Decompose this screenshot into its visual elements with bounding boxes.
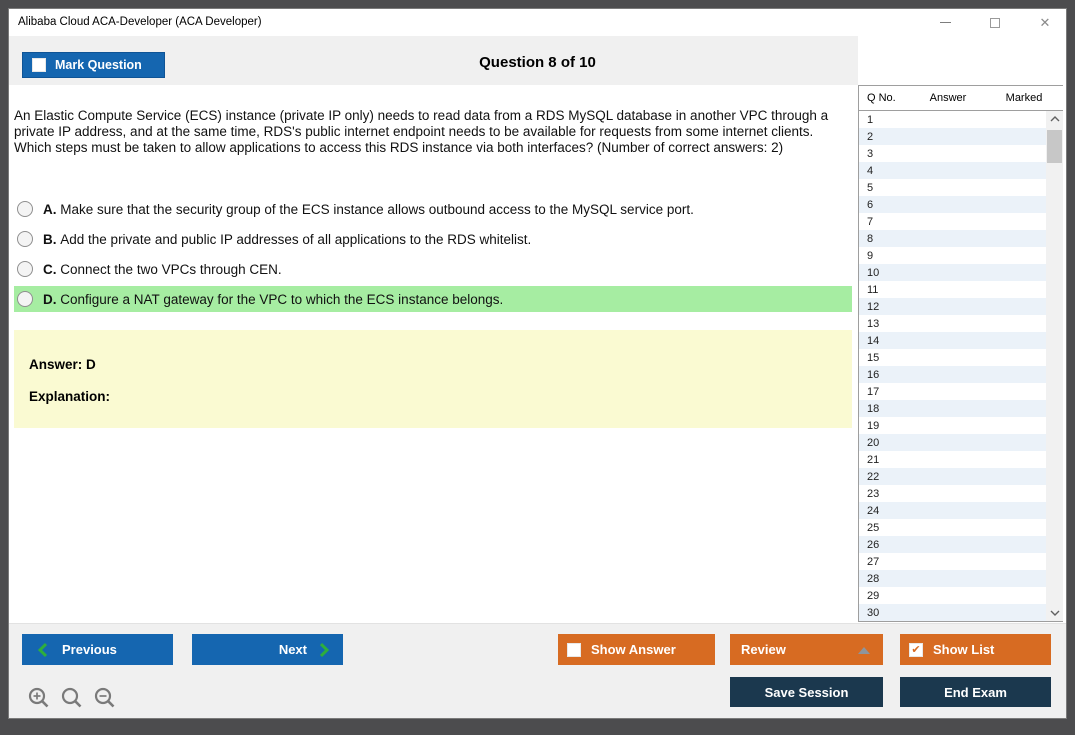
question-list-row[interactable] bbox=[859, 366, 1046, 383]
option-text: B. Add the private and public IP addresses of all applications to the RDS whitelist. bbox=[43, 231, 532, 247]
option-text: D. Configure a NAT gateway for the VPC to which the ECS instance belongs. bbox=[43, 291, 504, 307]
answer-label: Answer: D bbox=[29, 357, 96, 372]
triangle-up-icon bbox=[858, 647, 870, 654]
row-qno: 6 bbox=[867, 198, 874, 211]
show-list-label: Show List bbox=[933, 642, 995, 657]
option-text: C. Connect the two VPCs through CEN. bbox=[43, 261, 282, 277]
question-list-row[interactable] bbox=[859, 332, 1046, 349]
options-list bbox=[14, 196, 852, 316]
option-a[interactable] bbox=[14, 196, 852, 222]
save-session-button[interactable] bbox=[730, 677, 883, 707]
question-list-row[interactable] bbox=[859, 213, 1046, 230]
review-button[interactable] bbox=[730, 634, 883, 665]
title-bar[interactable] bbox=[9, 9, 1066, 36]
row-qno: 2 bbox=[867, 130, 874, 143]
question-list-header bbox=[859, 86, 1063, 111]
column-qno: Q No. bbox=[867, 92, 896, 104]
row-qno: 10 bbox=[867, 266, 880, 279]
row-qno: 22 bbox=[867, 470, 880, 483]
row-qno: 18 bbox=[867, 402, 880, 415]
row-qno: 14 bbox=[867, 334, 880, 347]
scroll-up-icon[interactable] bbox=[1046, 111, 1063, 127]
row-qno: 9 bbox=[867, 249, 874, 262]
scroll-down-icon[interactable] bbox=[1046, 605, 1063, 621]
question-list-row[interactable] bbox=[859, 145, 1046, 162]
scrollbar-thumb[interactable] bbox=[1047, 130, 1062, 163]
question-list-row[interactable] bbox=[859, 502, 1046, 519]
mark-question-label: Mark Question bbox=[55, 58, 142, 72]
question-list-row[interactable] bbox=[859, 247, 1046, 264]
zoom-in-icon[interactable] bbox=[27, 686, 51, 710]
end-exam-button[interactable] bbox=[900, 677, 1051, 707]
row-qno: 27 bbox=[867, 555, 880, 568]
row-qno: 3 bbox=[867, 147, 874, 160]
row-qno: 7 bbox=[867, 215, 874, 228]
row-qno: 1 bbox=[867, 113, 874, 126]
answer-box bbox=[14, 330, 852, 428]
column-answer: Answer bbox=[929, 92, 967, 104]
row-qno: 24 bbox=[867, 504, 880, 517]
question-list-row[interactable] bbox=[859, 281, 1046, 298]
question-list-row[interactable] bbox=[859, 162, 1046, 179]
question-counter: Question 8 of 10 bbox=[479, 54, 596, 71]
option-c[interactable] bbox=[14, 256, 852, 282]
row-qno: 16 bbox=[867, 368, 880, 381]
radio-icon[interactable] bbox=[17, 231, 33, 247]
previous-label: Previous bbox=[62, 642, 117, 657]
option-d[interactable] bbox=[14, 286, 852, 312]
maximize-button[interactable] bbox=[984, 13, 1006, 33]
chevron-right-icon bbox=[320, 642, 329, 658]
mark-question-checkbox[interactable] bbox=[32, 58, 46, 72]
question-list-row[interactable] bbox=[859, 315, 1046, 332]
question-list-row[interactable] bbox=[859, 111, 1046, 128]
row-qno: 19 bbox=[867, 419, 880, 432]
option-text: A. Make sure that the security group of the ECS instance allows outbound access to the MySQL service port. bbox=[43, 201, 694, 217]
close-button[interactable] bbox=[1034, 13, 1056, 33]
question-list-row[interactable] bbox=[859, 451, 1046, 468]
window-title: Alibaba Cloud ACA-Developer (ACA Developer) bbox=[18, 16, 262, 28]
bottom-bar bbox=[9, 623, 1066, 718]
row-qno: 28 bbox=[867, 572, 880, 585]
question-list-row[interactable] bbox=[859, 128, 1046, 145]
question-list-row[interactable] bbox=[859, 196, 1046, 213]
previous-button[interactable] bbox=[22, 634, 173, 665]
row-qno: 25 bbox=[867, 521, 880, 534]
question-list-row[interactable] bbox=[859, 553, 1046, 570]
save-session-label: Save Session bbox=[764, 684, 849, 700]
show-list-button[interactable] bbox=[900, 634, 1051, 665]
maximize-icon bbox=[990, 18, 1000, 28]
question-list-row[interactable] bbox=[859, 230, 1046, 247]
next-button[interactable] bbox=[192, 634, 343, 665]
row-qno: 5 bbox=[867, 181, 874, 194]
question-list-row[interactable] bbox=[859, 298, 1046, 315]
row-qno: 21 bbox=[867, 453, 880, 466]
row-qno: 29 bbox=[867, 589, 880, 602]
next-label: Next bbox=[278, 642, 307, 657]
row-qno: 12 bbox=[867, 300, 880, 313]
option-b[interactable] bbox=[14, 226, 852, 252]
zoom-out-icon[interactable] bbox=[93, 686, 117, 710]
review-label: Review bbox=[741, 642, 786, 657]
minimize-button[interactable] bbox=[934, 13, 956, 33]
mark-question-button[interactable] bbox=[22, 52, 165, 78]
question-list-row[interactable] bbox=[859, 383, 1046, 400]
question-list-row[interactable] bbox=[859, 264, 1046, 281]
scrollbar[interactable] bbox=[1046, 111, 1063, 621]
question-list-row[interactable] bbox=[859, 587, 1046, 604]
row-qno: 13 bbox=[867, 317, 880, 330]
row-qno: 4 bbox=[867, 164, 874, 177]
close-icon: ✕ bbox=[1039, 15, 1051, 30]
question-list-row[interactable] bbox=[859, 570, 1046, 587]
zoom-reset-icon[interactable] bbox=[60, 686, 84, 710]
row-qno: 11 bbox=[867, 283, 879, 296]
show-answer-checkbox[interactable] bbox=[567, 643, 581, 657]
question-list-panel bbox=[858, 85, 1063, 622]
question-text: An Elastic Compute Service (ECS) instance (private IP only) needs to read data from a RDS MySQL database in another VPC through a private IP address, and at the same time, RDS's public internet endpoint needs to be available for requests from some internet clients. Which steps must be taken to allow applications to access this RDS instance via both interfaces? (Number of correct answers: 2) bbox=[14, 108, 829, 156]
minimize-icon bbox=[940, 22, 951, 23]
radio-icon[interactable] bbox=[17, 291, 33, 307]
question-list-row[interactable] bbox=[859, 179, 1046, 196]
question-list bbox=[859, 111, 1046, 621]
question-list-row[interactable] bbox=[859, 349, 1046, 366]
row-qno: 8 bbox=[867, 232, 874, 245]
row-qno: 15 bbox=[867, 351, 880, 364]
row-qno: 17 bbox=[867, 385, 880, 398]
show-answer-label: Show Answer bbox=[591, 642, 676, 657]
question-list-row[interactable] bbox=[859, 400, 1046, 417]
question-list-row[interactable] bbox=[859, 536, 1046, 553]
question-list-row[interactable] bbox=[859, 468, 1046, 485]
question-list-row[interactable] bbox=[859, 417, 1046, 434]
explanation-label: Explanation: bbox=[29, 389, 111, 404]
row-qno: 26 bbox=[867, 538, 880, 551]
zoom-tools bbox=[27, 686, 117, 710]
radio-icon[interactable] bbox=[17, 201, 33, 217]
show-list-checkbox[interactable] bbox=[909, 643, 923, 657]
question-list-row[interactable] bbox=[859, 519, 1046, 536]
question-list-row[interactable] bbox=[859, 434, 1046, 451]
app-window bbox=[8, 8, 1067, 719]
row-qno: 23 bbox=[867, 487, 880, 500]
row-qno: 20 bbox=[867, 436, 880, 449]
question-list-row[interactable] bbox=[859, 604, 1046, 621]
question-list-row[interactable] bbox=[859, 485, 1046, 502]
end-exam-label: End Exam bbox=[944, 684, 1007, 700]
column-marked: Marked bbox=[1005, 92, 1043, 104]
row-qno: 30 bbox=[867, 606, 880, 619]
question-area bbox=[9, 85, 858, 623]
show-answer-button[interactable] bbox=[558, 634, 715, 665]
radio-icon[interactable] bbox=[17, 261, 33, 277]
chevron-left-icon bbox=[38, 642, 47, 658]
